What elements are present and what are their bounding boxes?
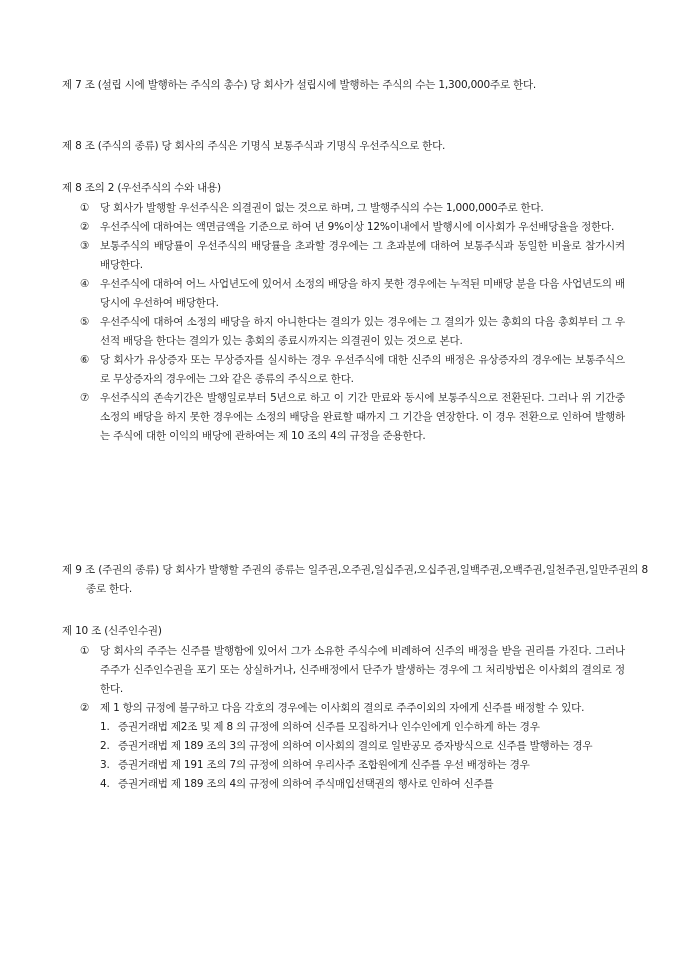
item-text: 우선주식의 존속기간은 발행일로부터 5년으로 하고 이 기간 만료와 동시에 보통주식으로 전환된다. 그러나 위 기간중 소정의 배당을 하지 못한 경우에는 소정의 배당을 완료할 때까지 그 기간을 연장한다. 이 경우 전환으로 인하여 발행하는 주식에 대한 이익의 배당에 관하여는 제 10 조의 4의 규정을 준용한다. — [100, 392, 625, 442]
item-marker: ② — [80, 702, 90, 714]
article-8-2-items — [80, 199, 625, 446]
item-marker: ③ — [80, 240, 90, 252]
item-text: 당 회사가 유상증자 또는 무상증자를 실시하는 경우 우선주식에 대한 신주의 배정은 유상증자의 경우에는 보통주식으로 무상증자의 경우에는 그와 같은 종류의 주식으로 한다. — [100, 354, 625, 385]
list-item — [80, 199, 625, 218]
sub-item-text: 증권거래법 제 189 조의 4의 규정에 의하여 주식매입선택권의 행사로 인하여 신주를 — [118, 778, 494, 790]
item-marker: ① — [80, 202, 90, 214]
item-marker: ⑦ — [80, 392, 90, 404]
sub-item-marker: 4. — [100, 778, 110, 790]
item-marker: ⑤ — [80, 316, 90, 328]
list-item — [80, 218, 625, 237]
article-9: 제 9 조 (주권의 종류) 당 회사가 발행할 주권의 종류는 일주권,오주권,일십주권,오십주권,일백주권,오백주권,일천주권,일만주권의 8종로 한다. — [62, 564, 648, 595]
sub-item-marker: 3. — [100, 759, 110, 771]
list-item — [80, 313, 625, 351]
list-item — [80, 237, 625, 275]
sub-item-text: 증권거래법 제 191 조의 7의 규정에 의하여 우리사주 조합원에게 신주를 우선 배정하는 경우 — [118, 759, 530, 771]
article-10-title: 제 10 조 (신주인수권) — [62, 625, 162, 637]
list-item — [80, 699, 625, 794]
sub-item-text: 증권거래법 제 189 조의 3의 규정에 의하여 이사회의 결의로 일반공모 증자방식으로 신주를 발행하는 경우 — [118, 740, 593, 752]
sub-item-text: 증권거래법 제2조 및 제 8 의 규정에 의하여 신주를 모집하거나 인수인에게 인수하게 하는 경우 — [118, 721, 540, 733]
sub-list-item — [100, 718, 625, 737]
item-marker: ② — [80, 221, 90, 233]
item-text: 우선주식에 대하여는 액면금액을 기준으로 하여 년 9%이상 12%이내에서 발행시에 이사회가 우선배당율을 정한다. — [100, 221, 615, 233]
item-marker: ① — [80, 645, 90, 657]
item-text: 당 회사가 발행할 우선주식은 의결권이 없는 것으로 하며, 그 발행주식의 수는 1,000,000주로 한다. — [100, 202, 544, 214]
article-10-items — [80, 642, 625, 794]
item-text: 제 1 항의 규정에 불구하고 다음 각호의 경우에는 이사회의 결의로 주주이외의 자에게 신주를 배정할 수 있다. — [100, 702, 585, 714]
item-marker: ⑥ — [80, 354, 90, 366]
item-marker: ④ — [80, 278, 90, 290]
sub-item-marker: 2. — [100, 740, 110, 752]
article-7: 제 7 조 (설립 시에 발행하는 주식의 총수) 당 회사가 설립시에 발행하는 주식의 수는 1,300,000주로 한다. — [62, 79, 537, 91]
list-item — [80, 275, 625, 313]
item-text: 보통주식의 배당률이 우선주식의 배당률을 초과할 경우에는 그 초과분에 대하여 보통주식과 동일한 비율로 참가시켜 배당한다. — [100, 240, 625, 271]
sub-list-item — [100, 756, 625, 775]
article-8-2-title: 제 8 조의 2 (우선주식의 수와 내용) — [62, 182, 221, 194]
list-item — [80, 389, 625, 446]
item-text: 당 회사의 주주는 신주를 발행함에 있어서 그가 소유한 주식수에 비례하여 신주의 배정을 받을 권리를 가진다. 그러나 주주가 신주인수권을 포기 또는 상실하거나, 신주배정에서 단주가 발생하는 경우에 그 처리방법은 이사회의 결의로 정한다. — [100, 645, 625, 695]
list-item — [80, 351, 625, 389]
article-10-subitems — [100, 718, 625, 794]
list-item — [80, 642, 625, 699]
sub-list-item — [100, 737, 625, 756]
item-text: 우선주식에 대하여 소정의 배당을 하지 아니한다는 결의가 있는 경우에는 그 결의가 있는 총회의 다음 총회부터 그 우선적 배당을 한다는 결의가 있는 총회의 종료시까지는 의결권이 있는 것으로 본다. — [100, 316, 625, 347]
sub-item-marker: 1. — [100, 721, 110, 733]
item-text: 우선주식에 대하여 어느 사업년도에 있어서 소정의 배당을 하지 못한 경우에는 누적된 미배당 분을 다음 사업년도의 배당시에 우선하여 배당한다. — [100, 278, 625, 309]
sub-list-item — [100, 775, 625, 794]
article-8: 제 8 조 (주식의 종류) 당 회사의 주식은 기명식 보통주식과 기명식 우선주식으로 한다. — [62, 140, 446, 152]
